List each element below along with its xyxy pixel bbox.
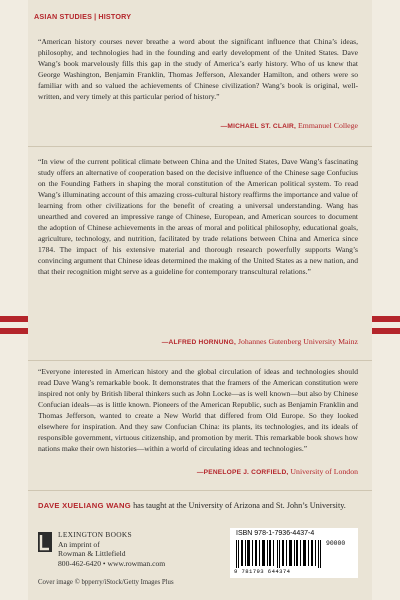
section-divider (28, 490, 372, 491)
isbn-barcode (230, 528, 358, 578)
blurb-affiliation-2: Johannes Gutenberg University Mainz (237, 337, 358, 346)
blurb-affiliation-1: Emmanuel College (298, 121, 358, 130)
blurb-attribution-1 (221, 120, 358, 132)
author-name: DAVE XUELIANG WANG (38, 501, 132, 510)
blurb-quote-3: “Everyone interested in American history and the global circulation of ideas and technologies should read Dave Wang’s remarkable book. It demonstrates that the framers of the American constitution were inspired not only by British liberal thinkers such as John Locke—as is well known—but also by Chinese Confucian ideals—as is little known. Pioneers of the American Republic, such as Benjamin Franklin and Thomas Jefferson, wanted to create a New World that differed from Old Europe. So they looked elsewhere for inspiration. And they saw Confucian China: its plants, its technologies, and its ideals of responsible government, virtuous citizenship, and promotion by merit. This remarkable book shows how nations make their own histories—within a world of circulating ideas and technologies.” (38, 367, 358, 453)
publisher-imprint-line: An imprint of (58, 539, 100, 549)
author-bio-text: has taught at the University of Arizona and St. John’s University. (133, 501, 346, 510)
publisher-contact: 800-462-6420 • www.rowman.com (58, 558, 166, 568)
category-history: HISTORY (98, 12, 132, 21)
isbn-number: ISBN 978-1-7936-4437-4 (236, 530, 315, 537)
category-asian-studies: ASIAN STUDIES (34, 12, 93, 21)
publisher-text (58, 530, 165, 568)
blurb-author-3: —PENELOPE J. CORFIELD, (196, 469, 289, 476)
category-separator: | (94, 12, 97, 21)
author-bio (38, 500, 368, 511)
left-red-stripe (0, 316, 28, 322)
left-red-stripe-2 (0, 328, 28, 334)
barcode-bars-icon (236, 540, 322, 568)
right-red-stripe-2 (372, 328, 400, 334)
blurb-attribution-3 (197, 466, 358, 478)
publisher-block (38, 530, 188, 572)
blurb-quote-2: “In view of the current political climate between China and the United States, Dave Wang’s fascinating study offers an alternative of cooperation based on the decisive influence of the Chinese sage Confucius on the Founding Fathers in shaping the moral constitution of the American political system. To read Wang’s illuminating account of this amazing cross-cultural history reaffirms the importance and value of learning from other civilizations for the benefit of creating a universal understanding. Wang has unearthed and covered an impressive range of Chinese, European, and American sources to document the adoption of Chinese achievements in the areas of moral and political philosophy, educational goals, agriculture, technology, and nutrition, facilitated by trade relations between China and America since 1784. The impact of his extensive material and thorough research powerfully supports Wang’s convincing argument that Chinese ideas determined the making of the United States as a new nation, and that their recognition might serve as a guideline for contemporary transcultural relations.” (38, 157, 358, 276)
blurb-affiliation-3: University of London (290, 467, 358, 476)
publisher-parent: Rowman & Littlefield (58, 549, 126, 559)
blurb-author-2: —ALFRED HORNUNG, (161, 339, 236, 346)
right-red-stripe (372, 316, 400, 322)
cover-image-credit: Cover image © bpperry/iStock/Getty Images Plus (38, 579, 174, 586)
barcode-price-code: 90000 (326, 540, 346, 547)
left-edge-band (0, 0, 28, 600)
section-divider (28, 146, 372, 147)
subject-category (34, 12, 131, 21)
blurb-attribution-2 (162, 336, 358, 348)
blurb-quote-1: “American history courses never breathe a word about the significant influence that China’s ideas, philosophy, and technologies had in the founding and early development of the United States. Dave Wang’s book marvelously fills this gap in the study of America’s early history. Who of us knew that George Washington, Benjamin Franklin, Thomas Jefferson, Alexander Hamilton, and others were so familiar with and so valued the achievements of Chinese civilization? Wang’s book is original, well-written, and very timely at this particular period of history.” (38, 37, 358, 101)
section-divider (28, 360, 372, 361)
barcode-digits: 9 781793 644374 (234, 568, 291, 575)
blurb-author-1: —MICHAEL ST. CLAIR, (220, 123, 297, 130)
publisher-logo-icon (38, 532, 52, 552)
right-edge-band (372, 0, 400, 600)
publisher-name: LEXINGTON BOOKS (58, 530, 132, 539)
